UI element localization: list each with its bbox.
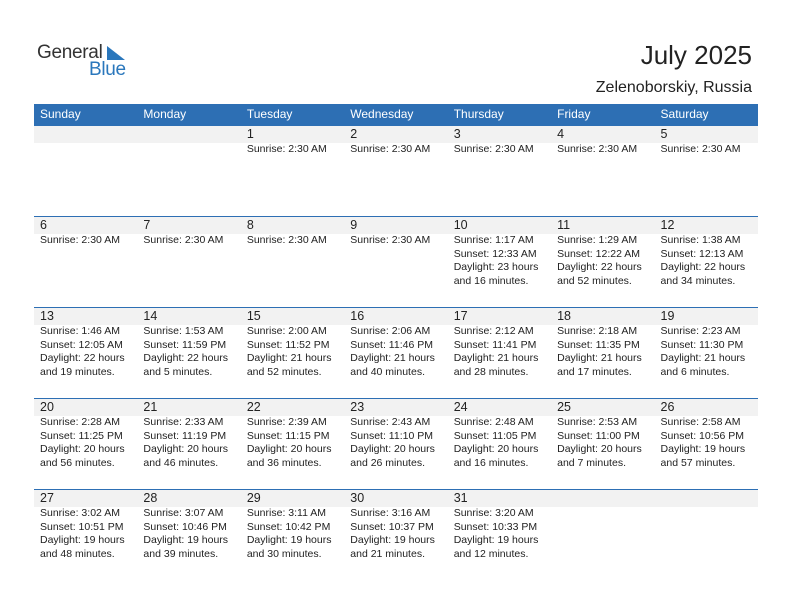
sun-info-line: Sunset: 12:22 AM: [557, 247, 640, 260]
day-cell: [241, 308, 344, 398]
day-cell: [137, 399, 240, 489]
sun-info-line: Sunrise: 2:30 AM: [246, 143, 327, 155]
day-cell: [137, 308, 240, 398]
calendar-weeks: [34, 125, 758, 580]
day-cell: [137, 126, 240, 216]
day-cell: [551, 126, 654, 216]
sun-info-line: and 36 minutes.: [246, 456, 322, 469]
day-number: 5: [660, 127, 668, 141]
sun-info-line: Sunrise: 3:07 AM: [143, 507, 224, 519]
day-number: 15: [246, 309, 261, 323]
sun-info-line: Sunrise: 3:02 AM: [40, 507, 120, 519]
sun-info-line: Sunrise: 2:00 AM: [246, 325, 327, 337]
sun-info-line: Sunset: 11:15 PM: [246, 429, 330, 442]
sun-info-line: Daylight: 21 hours: [557, 352, 642, 364]
day-number: [557, 490, 654, 507]
day-cell: [241, 217, 344, 307]
sun-info-line: Daylight: 21 hours: [453, 352, 539, 364]
sun-info-line: and 26 minutes.: [350, 456, 425, 469]
sun-info-line: and 56 minutes.: [40, 456, 115, 469]
sun-info-line: Sunset: 10:56 PM: [660, 429, 744, 442]
day-number: [40, 126, 137, 143]
week-row: [34, 126, 758, 216]
sun-info-line: Sunrise: 1:46 AM: [40, 325, 120, 337]
day-number: 20: [40, 400, 54, 414]
sun-info-line: Sunset: 11:35 PM: [557, 338, 640, 351]
day-cell: [344, 399, 447, 489]
sun-info-line: and 34 minutes.: [660, 274, 736, 287]
day-cell: [448, 399, 551, 489]
day-number: 26: [660, 400, 675, 414]
sun-info-line: Daylight: 22 hours: [143, 352, 229, 364]
day-cell: [34, 308, 137, 398]
sun-info-line: and 57 minutes.: [660, 456, 736, 469]
calendar-week: [34, 216, 758, 307]
day-cell: [241, 490, 344, 580]
sun-info-line: Sunset: 10:37 PM: [350, 520, 434, 533]
sun-info-line: Sunset: 11:10 PM: [350, 429, 433, 442]
sun-info-line: and 21 minutes.: [350, 547, 425, 560]
logo-triangle-icon: [107, 46, 125, 60]
logo-word-general: General: [37, 42, 103, 63]
sun-info-line: Daylight: 19 hours: [40, 534, 125, 546]
sun-info-line: Sunrise: 2:39 AM: [246, 416, 327, 428]
day-cell: [448, 308, 551, 398]
sun-info-line: Sunrise: 2:23 AM: [660, 325, 741, 337]
weekday-sunday: Sunday: [40, 107, 81, 121]
sun-info-line: Sunrise: 2:30 AM: [453, 143, 534, 155]
day-number: 4: [557, 127, 565, 141]
sun-info-line: Daylight: 19 hours: [246, 534, 332, 546]
sun-info-line: and 17 minutes.: [557, 365, 632, 378]
sun-info-line: Sunrise: 2:28 AM: [40, 416, 120, 428]
day-cell: [551, 490, 654, 580]
sun-info-line: Sunrise: 3:16 AM: [350, 507, 431, 519]
logo-word-blue: Blue: [89, 59, 126, 80]
sun-info-line: Sunset: 11:30 PM: [660, 338, 744, 351]
weekday-thursday: Thursday: [453, 107, 504, 121]
sun-info-line: Sunrise: 1:38 AM: [660, 234, 741, 246]
day-cell: [34, 399, 137, 489]
sun-info-line: Daylight: 22 hours: [660, 261, 746, 273]
sun-info-line: and 48 minutes.: [40, 547, 115, 560]
sun-info-line: Sunrise: 2:30 AM: [246, 234, 327, 246]
day-number: 23: [350, 400, 365, 414]
weekday-monday: Monday: [143, 107, 187, 121]
day-cell: [137, 490, 240, 580]
sun-info-line: and 40 minutes.: [350, 365, 425, 378]
day-number: 30: [350, 491, 365, 505]
sun-info-line: Daylight: 21 hours: [246, 352, 332, 364]
sun-info-line: Sunset: 11:19 PM: [143, 429, 227, 442]
sun-info-line: Sunrise: 3:20 AM: [453, 507, 534, 519]
day-number: 2: [350, 127, 358, 141]
week-row: [34, 399, 758, 489]
sun-info-line: Daylight: 19 hours: [453, 534, 539, 546]
day-number: 14: [143, 309, 158, 323]
day-number: 12: [660, 218, 675, 232]
day-cell: [241, 399, 344, 489]
calendar-week: [34, 398, 758, 489]
sun-info-line: Sunset: 11:46 PM: [350, 338, 433, 351]
week-row: [34, 490, 758, 580]
weekday-header: [34, 104, 758, 125]
sun-info-line: Sunset: 11:52 PM: [246, 338, 330, 351]
day-cell: [34, 490, 137, 580]
location-label: Zelenoborskiy, Russia: [595, 79, 752, 96]
day-number: [143, 126, 240, 143]
day-number: 17: [453, 309, 468, 323]
sun-info-line: Sunset: 12:13 AM: [660, 247, 744, 260]
day-cell: [448, 490, 551, 580]
sun-info-line: Sunrise: 2:48 AM: [453, 416, 534, 428]
sun-info-line: Sunset: 12:05 AM: [40, 338, 123, 351]
sun-info-line: Sunset: 11:25 PM: [40, 429, 123, 442]
day-number: 10: [453, 218, 468, 232]
sun-info-line: Sunrise: 2:30 AM: [660, 143, 741, 155]
day-number: 18: [557, 309, 572, 323]
week-row: [34, 217, 758, 307]
sun-info-line: Daylight: 22 hours: [40, 352, 125, 364]
day-number: 21: [143, 400, 158, 414]
sun-info-line: Sunset: 10:51 PM: [40, 520, 124, 533]
day-cell: [448, 126, 551, 216]
sun-info-line: Daylight: 20 hours: [557, 443, 642, 455]
day-cell: [34, 217, 137, 307]
sun-info-line: Sunrise: 2:30 AM: [557, 143, 638, 155]
sun-info-line: Sunrise: 2:06 AM: [350, 325, 431, 337]
day-cell: [655, 217, 758, 307]
calendar-week: [34, 125, 758, 216]
day-number: 27: [40, 491, 54, 505]
sun-info-line: and 28 minutes.: [453, 365, 529, 378]
calendar-week: [34, 307, 758, 398]
sun-info-line: and 39 minutes.: [143, 547, 219, 560]
sun-info-line: Sunset: 11:59 PM: [143, 338, 227, 351]
sun-info-line: Sunrise: 2:33 AM: [143, 416, 224, 428]
sun-info-line: Daylight: 22 hours: [557, 261, 642, 273]
sun-info-line: and 12 minutes.: [453, 547, 529, 560]
sun-info-line: Daylight: 23 hours: [453, 261, 539, 273]
day-number: [661, 490, 758, 507]
sun-info-line: Daylight: 21 hours: [350, 352, 435, 364]
sun-info-line: Daylight: 20 hours: [143, 443, 229, 455]
sun-info-line: Sunrise: 3:11 AM: [246, 507, 327, 519]
sun-info-line: Sunrise: 2:30 AM: [40, 234, 120, 246]
sun-info-line: Sunrise: 1:17 AM: [453, 234, 534, 246]
day-number: 31: [453, 491, 468, 505]
day-number: 16: [350, 309, 365, 323]
sun-info-line: Sunrise: 2:30 AM: [143, 234, 224, 246]
sun-info-line: Sunrise: 2:12 AM: [453, 325, 534, 337]
calendar-week: [34, 489, 758, 580]
day-number: 6: [40, 218, 47, 232]
sun-info-line: Sunset: 10:42 PM: [246, 520, 331, 533]
sun-info-line: Sunrise: 1:53 AM: [143, 325, 224, 337]
sun-info-line: Sunrise: 2:30 AM: [350, 234, 431, 246]
day-number: 11: [557, 218, 571, 232]
sun-info-line: Daylight: 19 hours: [143, 534, 229, 546]
day-number: 22: [246, 400, 261, 414]
day-cell: [344, 490, 447, 580]
day-number: 13: [40, 309, 54, 323]
sun-info-line: and 5 minutes.: [143, 365, 213, 378]
calendar: [34, 104, 758, 580]
sun-info-line: Daylight: 20 hours: [40, 443, 125, 455]
day-cell: [655, 490, 758, 580]
day-cell: [551, 217, 654, 307]
sun-info-line: Daylight: 21 hours: [660, 352, 746, 364]
sun-info-line: Sunrise: 2:43 AM: [350, 416, 431, 428]
sun-info-line: Sunset: 10:33 PM: [453, 520, 538, 533]
day-number: 28: [143, 491, 158, 505]
sun-info-line: and 52 minutes.: [246, 365, 322, 378]
sun-info-line: and 46 minutes.: [143, 456, 219, 469]
sun-info-line: Sunset: 10:46 PM: [143, 520, 227, 533]
logo: [37, 42, 137, 82]
week-row: [34, 308, 758, 398]
weekday-friday: Friday: [557, 107, 591, 121]
sun-info-line: Sunset: 11:41 PM: [453, 338, 537, 351]
day-number: 1: [246, 127, 254, 141]
day-cell: [551, 399, 654, 489]
sun-info-line: and 6 minutes.: [660, 365, 730, 378]
sun-info-line: Sunset: 11:05 PM: [453, 429, 537, 442]
sun-info-line: and 30 minutes.: [246, 547, 322, 560]
sun-info-line: and 7 minutes.: [557, 456, 626, 469]
sun-info-line: Daylight: 19 hours: [660, 443, 746, 455]
sun-info-line: Daylight: 19 hours: [350, 534, 435, 546]
day-cell: [34, 126, 137, 216]
sun-info-line: and 16 minutes.: [453, 274, 529, 287]
day-cell: [655, 399, 758, 489]
sun-info-line: Sunset: 11:00 PM: [557, 429, 640, 442]
day-cell: [655, 126, 758, 216]
day-number: 24: [453, 400, 468, 414]
day-number: 3: [453, 127, 461, 141]
sun-info-line: and 16 minutes.: [453, 456, 529, 469]
day-number: 7: [143, 218, 151, 232]
day-cell: [655, 308, 758, 398]
sun-info-line: Daylight: 20 hours: [453, 443, 539, 455]
day-number: 8: [246, 218, 254, 232]
sun-info-line: Sunrise: 2:30 AM: [350, 143, 431, 155]
sun-info-line: Sunrise: 2:18 AM: [557, 325, 638, 337]
sun-info-line: Sunrise: 1:29 AM: [557, 234, 638, 246]
weekday-tuesday: Tuesday: [246, 107, 293, 121]
sun-info-line: and 52 minutes.: [557, 274, 632, 287]
day-number: 29: [246, 491, 261, 505]
day-cell: [137, 217, 240, 307]
page-title: July 2025: [640, 40, 752, 70]
weekday-wednesday: Wednesday: [350, 107, 414, 121]
day-cell: [344, 126, 447, 216]
sun-info-line: and 19 minutes.: [40, 365, 115, 378]
day-cell: [344, 308, 447, 398]
day-cell: [241, 126, 344, 216]
weekday-saturday: Saturday: [660, 107, 709, 121]
day-number: 19: [660, 309, 675, 323]
sun-info-line: Sunrise: 2:58 AM: [660, 416, 741, 428]
day-cell: [344, 217, 447, 307]
day-number: 25: [557, 400, 572, 414]
sun-info-line: Daylight: 20 hours: [350, 443, 435, 455]
day-cell: [448, 217, 551, 307]
sun-info-line: Daylight: 20 hours: [246, 443, 332, 455]
sun-info-line: Sunset: 12:33 AM: [453, 247, 537, 260]
day-number: 9: [350, 218, 358, 232]
day-cell: [551, 308, 654, 398]
sun-info-line: Sunrise: 2:53 AM: [557, 416, 638, 428]
